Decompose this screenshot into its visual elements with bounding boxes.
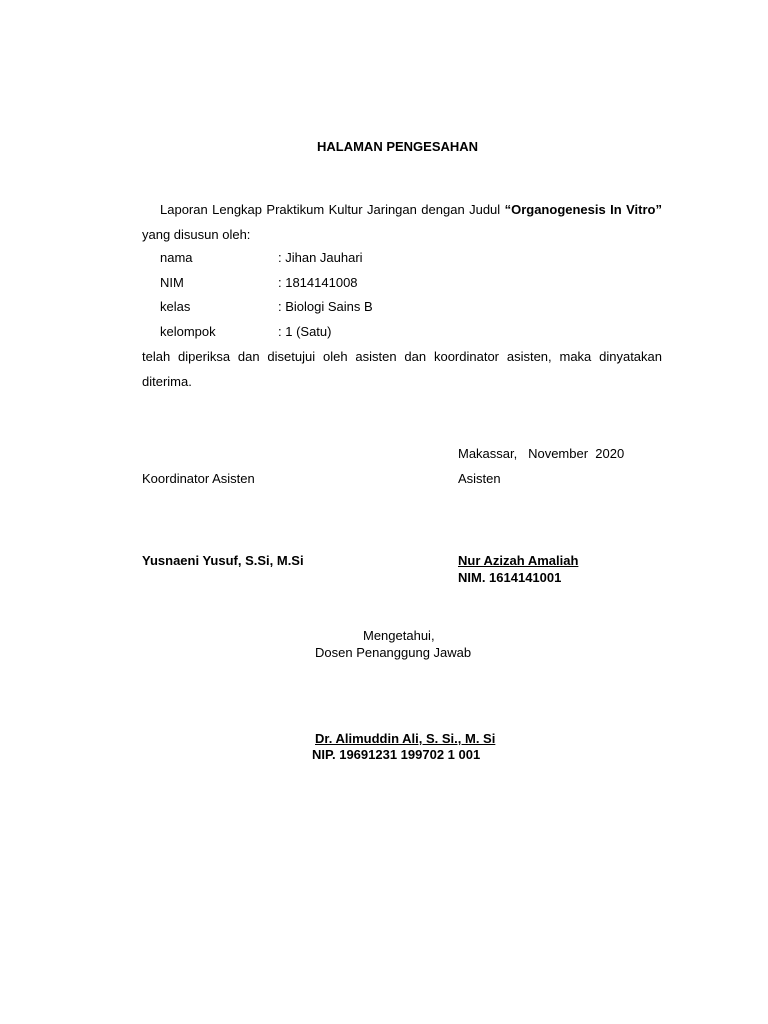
page-title: HALAMAN PENGESAHAN [317,139,479,154]
report-title: “Organogenesis In Vitro” [504,202,662,217]
right-signer-name: Nur Azizah Amaliah [458,553,579,568]
intro-tail: yang disusun oleh: [142,226,251,242]
approval-paragraph: telah diperiksa dan disetujui oleh asisten dan koordinator asisten, maka dinyatakan diterima. [142,349,662,389]
acknowledgement-label: Mengetahui, [363,628,435,643]
field-value: : 1814141008 [278,275,358,290]
right-signer-id: NIM. 1614141001 [458,570,562,585]
lecturer-id: NIP. 19691231 199702 1 001 [312,747,481,762]
field-label: kelompok [160,324,216,339]
field-label: nama [160,250,193,265]
field-value: : Biologi Sains B [278,299,373,314]
lecturer-name: Dr. Alimuddin Ali, S. Si., M. Si [315,731,496,746]
place-date: Makassar, November 2020 [458,446,625,461]
field-label: NIM [160,275,184,290]
field-value: : 1 (Satu) [278,324,332,339]
right-signer-role: Asisten [458,471,501,486]
left-signer-name: Yusnaeni Yusuf, S.Si, M.Si [142,553,304,568]
intro-paragraph [142,198,662,247]
intro-lead: Laporan Lengkap Praktikum Kultur Jaringan dengan Judul [160,202,505,217]
field-label: kelas [160,299,191,314]
lecturer-role: Dosen Penanggung Jawab [315,645,472,660]
field-value: : Jihan Jauhari [278,250,363,265]
left-signer-role: Koordinator Asisten [142,471,255,486]
